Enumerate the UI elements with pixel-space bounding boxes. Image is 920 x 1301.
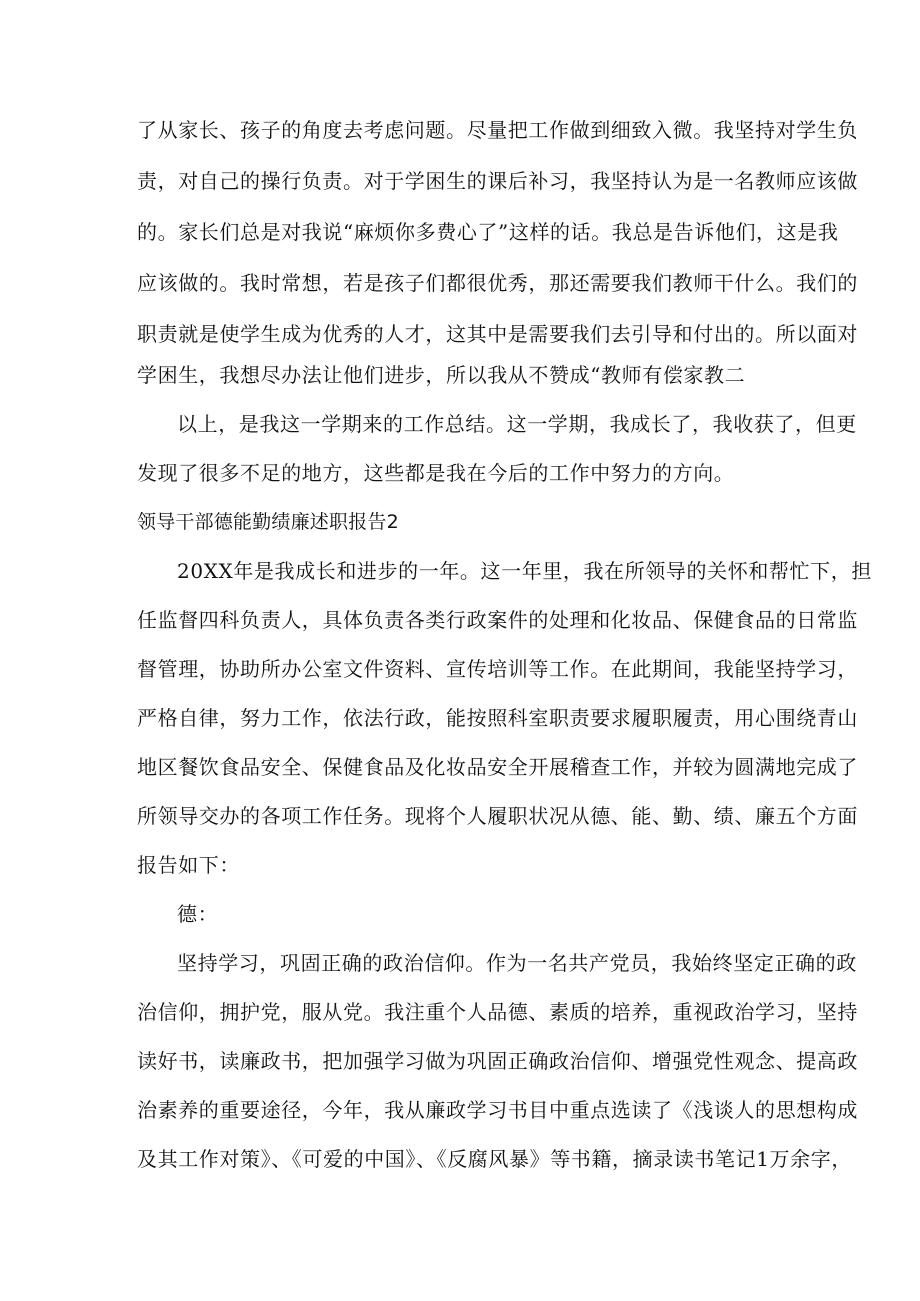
paragraph-1-line-1: 了从家长、孩子的角度去考虑问题。尽量把工作做到细致入微。我坚持对学生负 bbox=[137, 118, 858, 142]
paragraph-2-line-1: 以上，是我这一学期来的工作总结。这一学期，我成长了，我收获了，但更 bbox=[177, 412, 857, 436]
paragraph-4-line-5: 及其工作对策》、《可爱的中国》、《反腐风暴》等书籍，摘录读书笔记1万余字， bbox=[137, 1147, 852, 1171]
section-title: 领导干部德能勤绩廉述职报告2 bbox=[137, 511, 399, 533]
paragraph-2-line-2: 发现了很多不足的地方，这些都是我在今后的工作中努力的方向。 bbox=[137, 461, 735, 485]
paragraph-4-line-2: 治信仰，拥护党，服从党。我注重个人品德、素质的培养，重视政治学习，坚持 bbox=[137, 1000, 858, 1024]
paragraph-3-line-1: 20XX年是我成长和进步的一年。这一年里，我在所领导的关怀和帮忙下，担 bbox=[177, 559, 872, 583]
paragraph-3-line-3: 督管理，协助所办公室文件资料、宣传培训等工作。在此期间，我能坚持学习， bbox=[137, 657, 858, 681]
paragraph-3-line-2: 任监督四科负责人，具体负责各类行政案件的处理和化妆品、保健食品的日常监 bbox=[137, 608, 858, 632]
paragraph-1-line-2: 责，对自己的操行负责。对于学困生的课后补习，我坚持认为是一名教师应该做 bbox=[137, 169, 858, 193]
paragraph-1-line-3: 的。家长们总是对我说“麻烦你多费心了”这样的话。我总是告诉他们，这是我 bbox=[137, 220, 839, 244]
subheading-de: 德： bbox=[177, 902, 219, 926]
paragraph-4-line-1: 坚持学习，巩固正确的政治信仰。作为一名共产党员，我始终坚定正确的政 bbox=[177, 951, 857, 975]
paragraph-3-line-6: 所领导交办的各项工作任务。现将个人履职状况从德、能、勤、绩、廉五个方面 bbox=[137, 804, 858, 828]
paragraph-3-line-4: 严格自律，努力工作，依法行政，能按照科室职责要求履职履责，用心围绕青山 bbox=[137, 706, 858, 730]
paragraph-1-line-4: 应该做的。我时常想，若是孩子们都很优秀，那还需要我们教师干什么。我们的 bbox=[137, 271, 858, 295]
paragraph-4-line-3: 读好书，读廉政书，把加强学习做为巩固正确政治信仰、增强党性观念、提高政 bbox=[137, 1049, 858, 1073]
paragraph-1-line-6: 学困生，我想尽办法让他们进步，所以我从不赞成“教师有偿家教二 bbox=[137, 363, 746, 387]
paragraph-3-line-5: 地区餐饮食品安全、保健食品及化妆品安全开展稽查工作，并较为圆满地完成了 bbox=[137, 755, 858, 779]
paragraph-1-line-5: 职责就是使学生成为优秀的人才，这其中是需要我们去引导和付出的。所以面对 bbox=[137, 322, 858, 346]
paragraph-4-line-4: 治素养的重要途径，今年，我从廉政学习书目中重点选读了《浅谈人的思想构成 bbox=[137, 1098, 858, 1122]
paragraph-3-line-7: 报告如下： bbox=[137, 853, 240, 877]
